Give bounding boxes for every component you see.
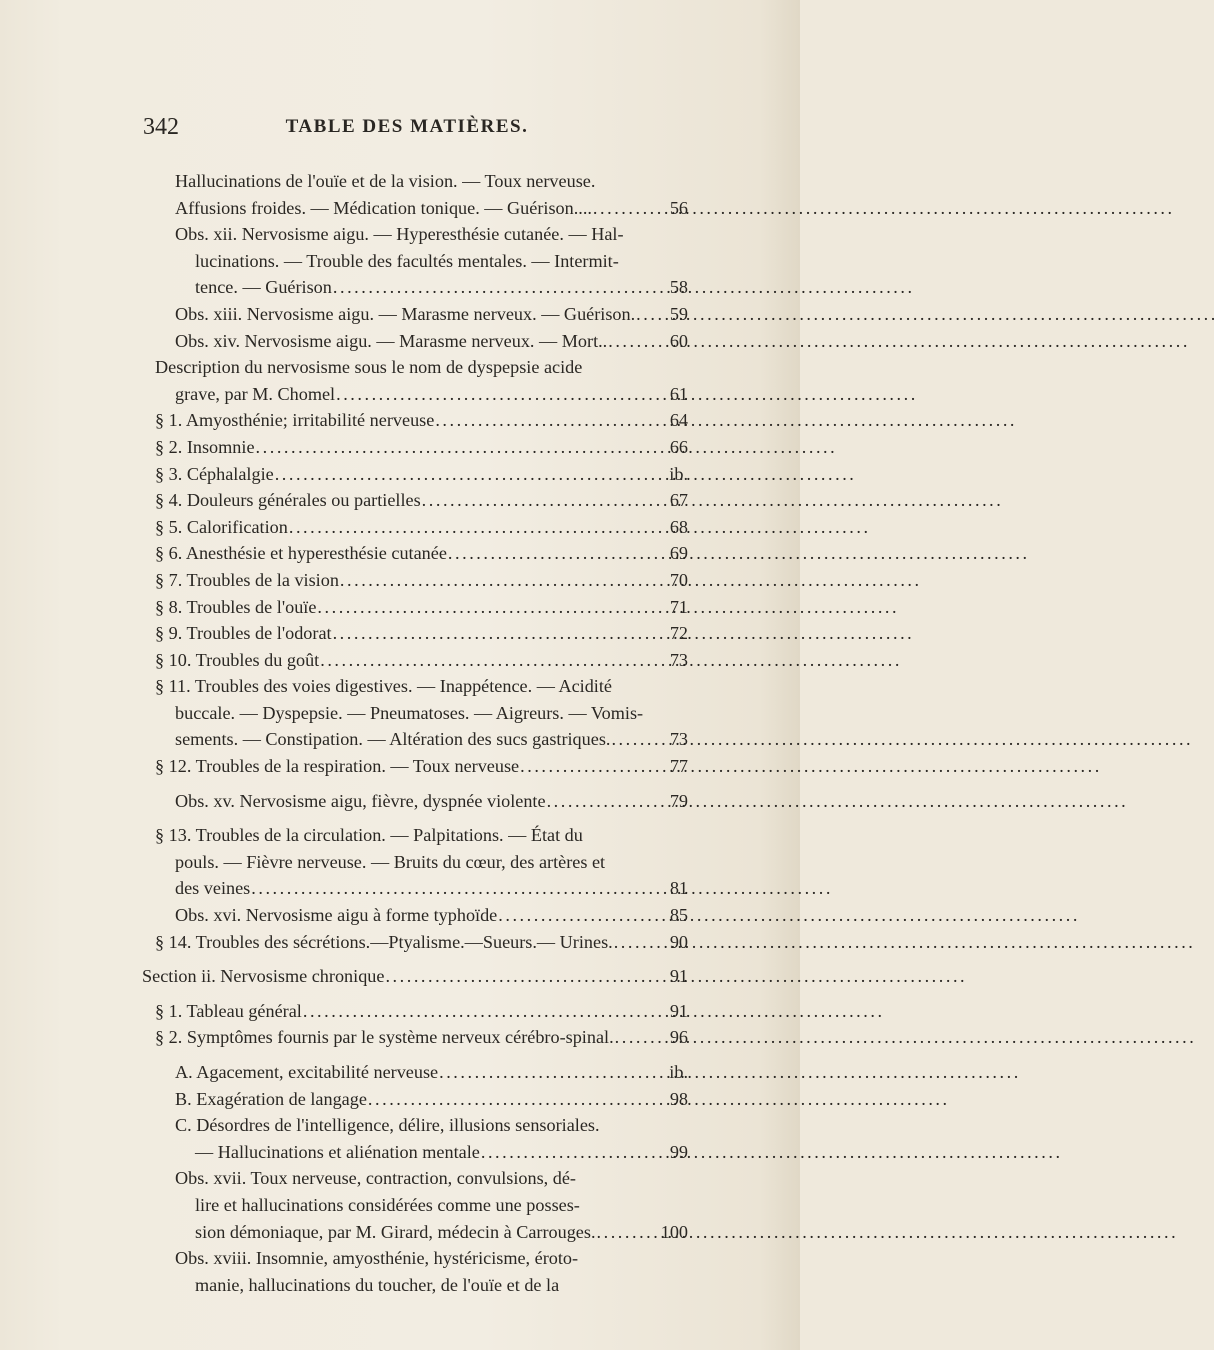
dot-leader [336, 381, 658, 408]
dot-leader [303, 998, 658, 1025]
toc-entry-title: A. Agacement, excitabilité nerveuse [175, 1062, 439, 1082]
toc-entry [155, 221, 688, 301]
dot-leader [614, 929, 658, 956]
toc-page-number: 90 [669, 931, 688, 952]
toc-entry [155, 514, 688, 541]
toc-entry-line: Obs. xviii. Insomnie, amyosthénie, hystéricisme, éroto- [175, 1248, 579, 1269]
toc-entry-row [155, 875, 688, 902]
toc-page-number: 81 [669, 878, 688, 899]
toc-entry-row [155, 1219, 688, 1246]
dot-leader [317, 594, 658, 621]
toc-page-number: 58 [669, 277, 688, 298]
toc-entry-row [155, 788, 688, 815]
toc-entry [142, 963, 688, 990]
page-header [143, 114, 671, 144]
dot-leader [422, 487, 658, 514]
toc-page-number: 91 [669, 966, 688, 987]
toc-entry-title: B. Exagération de langage [175, 1088, 367, 1109]
toc-entry-row [155, 328, 688, 355]
toc-entry-title: Affusions froides. — Médication tonique. — Guérison.... [175, 197, 592, 218]
toc-page-number: 96 [669, 1027, 688, 1048]
toc-entry [155, 1059, 688, 1086]
dot-leader [448, 540, 658, 567]
toc-entry-row [155, 195, 688, 222]
entry-spacer [155, 955, 688, 963]
toc-entry-row [155, 998, 688, 1025]
toc-entry [155, 788, 688, 815]
toc-page-number: 98 [669, 1088, 688, 1109]
toc-entry-title: § 7. Troubles de la vision [155, 569, 339, 590]
toc-entry-row [155, 726, 688, 753]
toc-entry-row [155, 274, 688, 301]
toc-entry-title: § 12. Troubles de la respiration. — Toux nerveuse [155, 756, 520, 777]
toc-entry-row [155, 1086, 688, 1113]
toc-entry [155, 567, 688, 594]
dot-leader [333, 274, 658, 301]
toc-entry-row [155, 567, 688, 594]
toc-entry-row [155, 407, 688, 434]
toc-entry-title: § 4. Douleurs générales ou partielles [155, 490, 421, 511]
toc-entry [155, 540, 688, 567]
running-title: TABLE DES MATIÈRES. [285, 116, 529, 137]
toc-entry [155, 328, 688, 355]
toc-entry [155, 1024, 688, 1051]
toc-entry-row [155, 381, 688, 408]
toc-entry-row [155, 487, 688, 514]
dot-leader [597, 1219, 657, 1246]
toc-entry-row [155, 301, 688, 328]
toc-page-number: 56 [669, 197, 688, 218]
toc-page-number: ib. [669, 463, 688, 484]
dot-leader [611, 726, 658, 753]
toc-entry-title: grave, par M. Chomel [175, 383, 336, 404]
toc-entry [155, 998, 688, 1025]
toc-entry [155, 594, 688, 621]
dot-leader [435, 407, 658, 434]
toc-entry-line: C. Désordres de l'intelligence, délire, illusions sensoriales. [175, 1115, 600, 1136]
dot-leader [615, 1024, 658, 1051]
toc-entry-title: § 9. Troubles de l'odorat [155, 623, 332, 644]
toc-entry [155, 929, 688, 956]
toc-entry-title: Section ii. Nervosisme chronique [142, 966, 385, 987]
dot-leader [256, 434, 658, 461]
toc-entry-title: — Hallucinations et aliénation mentale [195, 1141, 480, 1162]
toc-entry [155, 168, 688, 221]
toc-page-number: 85 [669, 905, 688, 926]
toc-page-number: 70 [669, 569, 688, 590]
toc-entry [155, 407, 688, 434]
toc-entry-row [142, 963, 688, 990]
toc-entry-line: lucinations. — Trouble des facultés mentales. — Intermit- [195, 250, 619, 271]
toc-page-number: 100 [660, 1221, 688, 1242]
toc-entry-row [155, 1059, 688, 1086]
toc-entry-title: Obs. xvi. Nervosisme aigu à forme typhoïde [175, 905, 498, 926]
dot-leader [275, 461, 658, 488]
toc-page-number: 73 [669, 649, 688, 670]
toc-entry [155, 620, 688, 647]
dot-leader [608, 328, 658, 355]
toc-entry [155, 487, 688, 514]
toc-entry-line: Hallucinations de l'ouïe et de la vision. — Toux nerveuse. [175, 171, 596, 191]
toc-entry-line: pouls. — Fièvre nerveuse. — Bruits du cœur, des artères et [175, 851, 606, 872]
toc-entry [155, 461, 688, 488]
toc-page-number: 61 [669, 383, 688, 404]
toc-page-number: 77 [669, 756, 688, 777]
toc-entry-line: buccale. — Dyspepsie. — Pneumatoses. — Aigreurs. — Vomis- [175, 702, 644, 723]
dot-leader [289, 514, 658, 541]
toc-entry-row [155, 753, 688, 780]
dot-leader [251, 875, 658, 902]
toc-entry-line: Obs. xvii. Toux nerveuse, contraction, convulsions, dé- [175, 1168, 576, 1189]
toc-entry-row [155, 620, 688, 647]
toc-entry-title: sements. — Constipation. — Altération des sucs gastriques. [175, 729, 611, 750]
toc-page-number: 64 [669, 410, 688, 431]
toc-page-number: 60 [669, 330, 688, 351]
toc-entry-title: sion démoniaque, par M. Girard, médecin à Carrouges. [195, 1221, 596, 1242]
toc-entry-title: § 2. Symptômes fournis par le système nerveux cérébro-spinal. [155, 1027, 614, 1048]
toc-entry [155, 1165, 688, 1245]
dot-leader [593, 195, 658, 222]
toc-entry-title: § 6. Anesthésie et hyperesthésie cutanée [155, 543, 447, 564]
toc-page-number: 99 [669, 1141, 688, 1162]
toc-page-number: 69 [669, 543, 688, 564]
toc-page-number: 79 [669, 790, 688, 811]
toc-page-number: 68 [669, 516, 688, 537]
toc-entry-row [155, 1024, 688, 1051]
toc-entry [155, 822, 688, 902]
toc-entry [155, 434, 688, 461]
dot-leader [320, 647, 658, 674]
toc-entry-row [155, 647, 688, 674]
page-number: 342 [143, 114, 179, 140]
dot-leader [368, 1086, 658, 1113]
toc-entry-title: § 2. Insomnie [155, 436, 255, 457]
toc-entry [155, 1086, 688, 1113]
toc-entry-title: des veines [175, 878, 251, 899]
toc-entry-title: Obs. xiv. Nervosisme aigu. — Marasme nerveux. — Mort.. [175, 330, 608, 351]
toc-entry-title: tence. — Guérison [195, 277, 332, 298]
table-of-contents [142, 168, 688, 1298]
toc-entry-row [155, 1139, 688, 1166]
toc-entry [155, 301, 688, 328]
toc-entry [155, 1112, 688, 1165]
entry-spacer [155, 814, 688, 822]
toc-entry-row [155, 929, 688, 956]
toc-entry-line: Description du nervosisme sous le nom de dyspepsie acide [155, 357, 583, 378]
dot-leader [498, 902, 658, 929]
toc-entry-row [155, 540, 688, 567]
toc-entry-title: § 14. Troubles des sécrétions.—Ptyalisme.—Sueurs.— Urines. [155, 931, 613, 952]
toc-entry-title: § 1. Tableau général [155, 1000, 302, 1021]
toc-entry-row [155, 461, 688, 488]
toc-entry [155, 647, 688, 674]
toc-entry-line: Obs. xii. Nervosisme aigu. — Hyperesthésie cutanée. — Hal- [175, 224, 624, 245]
toc-entry [155, 354, 688, 407]
toc-entry-line: § 13. Troubles de la circulation. — Palpitations. — État du [155, 825, 583, 846]
toc-entry-title: § 10. Troubles du goût [155, 649, 320, 670]
toc-page-number: 73 [669, 729, 688, 750]
entry-spacer [155, 1051, 688, 1059]
entry-spacer [155, 990, 688, 998]
toc-page-number: 67 [669, 490, 688, 511]
toc-entry-row [155, 434, 688, 461]
toc-entry [155, 902, 688, 929]
entry-spacer [155, 780, 688, 788]
toc-entry-title: Obs. xv. Nervosisme aigu, fièvre, dyspnée violente [175, 790, 546, 811]
dot-leader [481, 1139, 658, 1166]
toc-page-number: ib. [669, 1062, 688, 1082]
dot-leader [636, 301, 658, 328]
dot-leader [385, 963, 658, 990]
toc-page-number: 72 [669, 623, 688, 644]
toc-entry-title: § 8. Troubles de l'ouïe [155, 596, 317, 617]
toc-entry-line: manie, hallucinations du toucher, de l'ouïe et de la [195, 1274, 560, 1295]
dot-leader [333, 620, 658, 647]
toc-page-number: 71 [669, 596, 688, 617]
toc-entry-row [155, 514, 688, 541]
toc-entry [155, 753, 688, 780]
toc-page-number: 66 [669, 436, 688, 457]
toc-entry-row [155, 594, 688, 621]
toc-entry-line: § 11. Troubles des voies digestives. — Inappétence. — Acidité [155, 676, 612, 697]
dot-leader [340, 567, 658, 594]
dot-leader [439, 1059, 658, 1086]
toc-page-number: 59 [669, 303, 688, 324]
toc-entry-title: § 1. Amyosthénie; irritabilité nerveuse [155, 410, 435, 431]
toc-entry-line: lire et hallucinations considérées comme une posses- [195, 1194, 580, 1215]
toc-entry-title: Obs. xiii. Nervosisme aigu. — Marasme nerveux. — Guérison. [175, 303, 636, 324]
toc-entry-row [155, 902, 688, 929]
dot-leader [547, 788, 658, 815]
dot-leader [520, 753, 658, 780]
toc-page-number: 91 [669, 1000, 688, 1021]
toc-entry-title: § 5. Calorification [155, 516, 288, 537]
toc-entry [155, 673, 688, 753]
toc-entry-title: § 3. Céphalalgie [155, 463, 274, 484]
toc-entry [155, 1245, 688, 1298]
